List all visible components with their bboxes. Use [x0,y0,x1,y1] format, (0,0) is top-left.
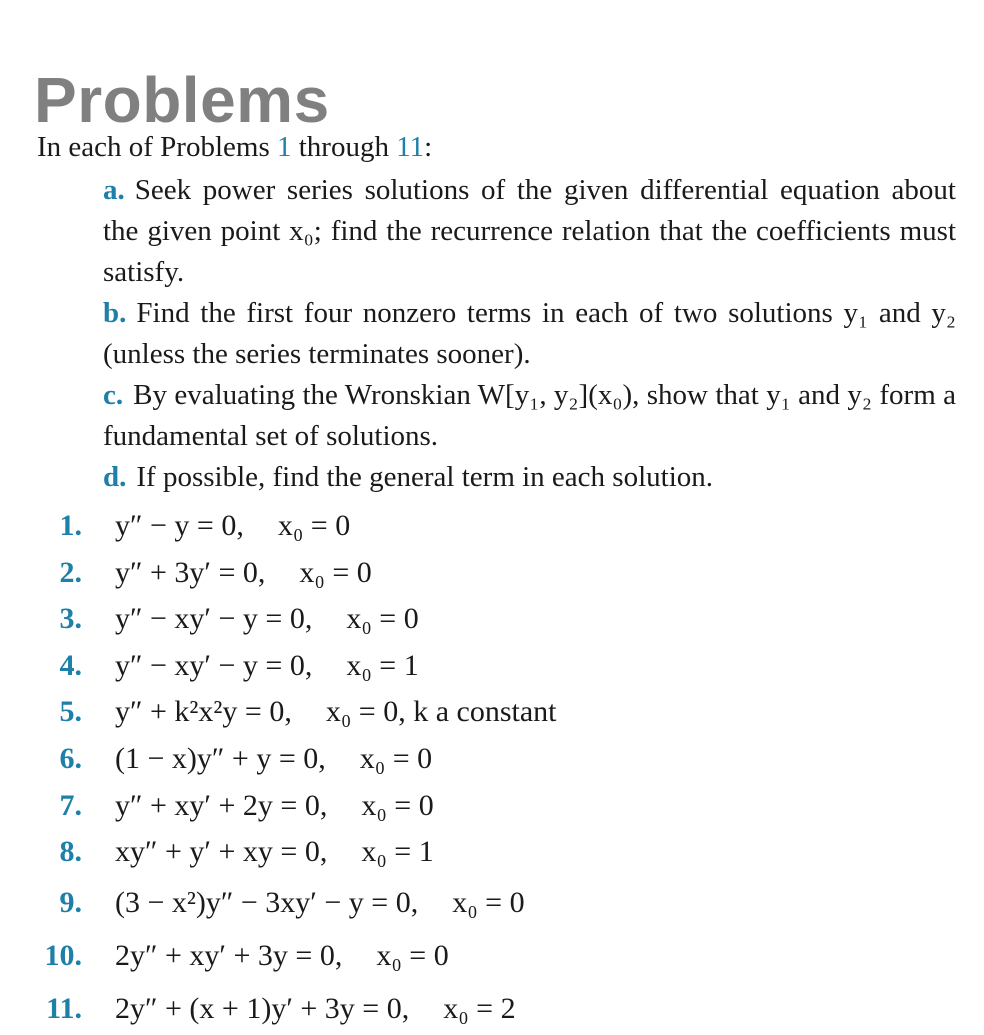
part-b [103,293,956,375]
problem-equation: y″ − xy′ − y = 0, x₀ = 1 [115,648,419,682]
problem-equation: 2y″ + (x + 1)y′ + 3y = 0, x₀ = 2 [115,991,516,1025]
problem-item [0,876,984,929]
part-text: Seek power series solutions of the given differential equation about the given point x₀; find the recurrence relation that the coefficients must satisfy. [103,174,956,288]
instruction-parts [103,170,956,498]
problem-list [0,503,984,1035]
equation-text: y″ − xy′ − y = 0 [115,648,305,682]
part-text: Find the first four nonzero terms in each of two solutions y₁ and y₂ (unless the series terminates sooner). [103,297,956,370]
problem-item [0,689,984,736]
problem-link-first[interactable]: 1 [277,131,292,163]
problem-equation: (1 − x)y″ + y = 0, x₀ = 0 [115,741,433,775]
problem-equation: 2y″ + xy′ + 3y = 0, x₀ = 0 [115,938,449,972]
page-title: Problems [34,63,330,136]
part-a [103,170,956,293]
equation-text: (1 − x)y″ + y = 0 [115,741,319,775]
equation-text: 2y″ + (x + 1)y′ + 3y = 0 [115,991,402,1025]
problem-equation: y″ + k²x²y = 0, x₀ = 0, k a constant [115,695,557,729]
part-d [103,457,956,498]
part-c [103,375,956,457]
problem-number: 3. [59,602,82,636]
initial-point: x₀ = 0, k a constant [325,695,557,729]
problem-number: 10. [44,938,82,972]
problem-item [0,550,984,597]
problem-number: 6. [59,741,82,775]
problem-number: 5. [59,695,82,729]
part-label: b. [103,297,127,329]
initial-point: x₀ = 1 [346,648,419,682]
equation-text: y″ + xy′ + 2y = 0 [115,788,320,822]
problem-number: 7. [59,788,82,822]
initial-point: x₀ = 2 [443,991,516,1025]
problem-item [0,929,984,982]
intro-suffix: : [424,131,433,163]
intro-prefix: In each of Problems [37,131,277,163]
initial-point: x₀ = 0 [452,885,525,919]
problem-item [0,829,984,876]
initial-point: x₀ = 0 [299,555,372,589]
initial-point: x₀ = 0 [346,602,419,636]
problem-equation: y″ + 3y′ = 0, x₀ = 0 [115,555,372,589]
problem-equation: y″ + xy′ + 2y = 0, x₀ = 0 [115,788,434,822]
problem-item [0,982,984,1035]
equation-text: 2y″ + xy′ + 3y = 0 [115,938,335,972]
initial-point: x₀ = 0 [376,938,449,972]
instructions-intro [37,130,432,165]
part-label: d. [103,461,127,493]
problem-item [0,596,984,643]
problem-item [0,736,984,783]
equation-text: y″ + k²x²y = 0 [115,695,285,729]
equation-text: xy″ + y′ + xy = 0 [115,835,320,869]
equation-text: y″ − y = 0 [115,509,237,542]
part-text: If possible, find the general term in each solution. [136,461,714,493]
equation-text: (3 − x²)y″ − 3xy′ − y = 0 [115,885,411,919]
problem-number: 1. [59,509,82,542]
initial-point: x₀ = 0 [361,788,434,822]
problem-equation: (3 − x²)y″ − 3xy′ − y = 0, x₀ = 0 [115,885,525,919]
part-label: c. [103,379,124,411]
problem-number: 8. [59,835,82,869]
problem-item [0,643,984,690]
problem-equation: y″ − xy′ − y = 0, x₀ = 0 [115,602,419,636]
problem-number: 2. [59,555,82,589]
part-label: a. [103,174,125,206]
equation-text: y″ − xy′ − y = 0 [115,602,305,636]
intro-middle: through [291,131,397,163]
initial-point: x₀ = 0 [359,741,433,775]
problem-number: 4. [59,648,82,682]
problem-number: 11. [46,991,82,1025]
problem-equation: y″ − y = 0, x₀ = 0 [115,509,351,542]
problem-link-last[interactable]: 11 [396,131,425,163]
part-text: By evaluating the Wronskian W[y₁, y₂](x₀), show that y₁ and y₂ form a fundamental set of solutions. [103,379,956,452]
problem-equation: xy″ + y′ + xy = 0, x₀ = 1 [115,835,434,869]
problem-item [0,783,984,830]
initial-point: x₀ = 1 [361,835,434,869]
problem-number: 9. [59,885,82,919]
equation-text: y″ + 3y′ = 0 [115,555,258,589]
problem-item [0,503,984,550]
initial-point: x₀ = 0 [277,509,351,542]
